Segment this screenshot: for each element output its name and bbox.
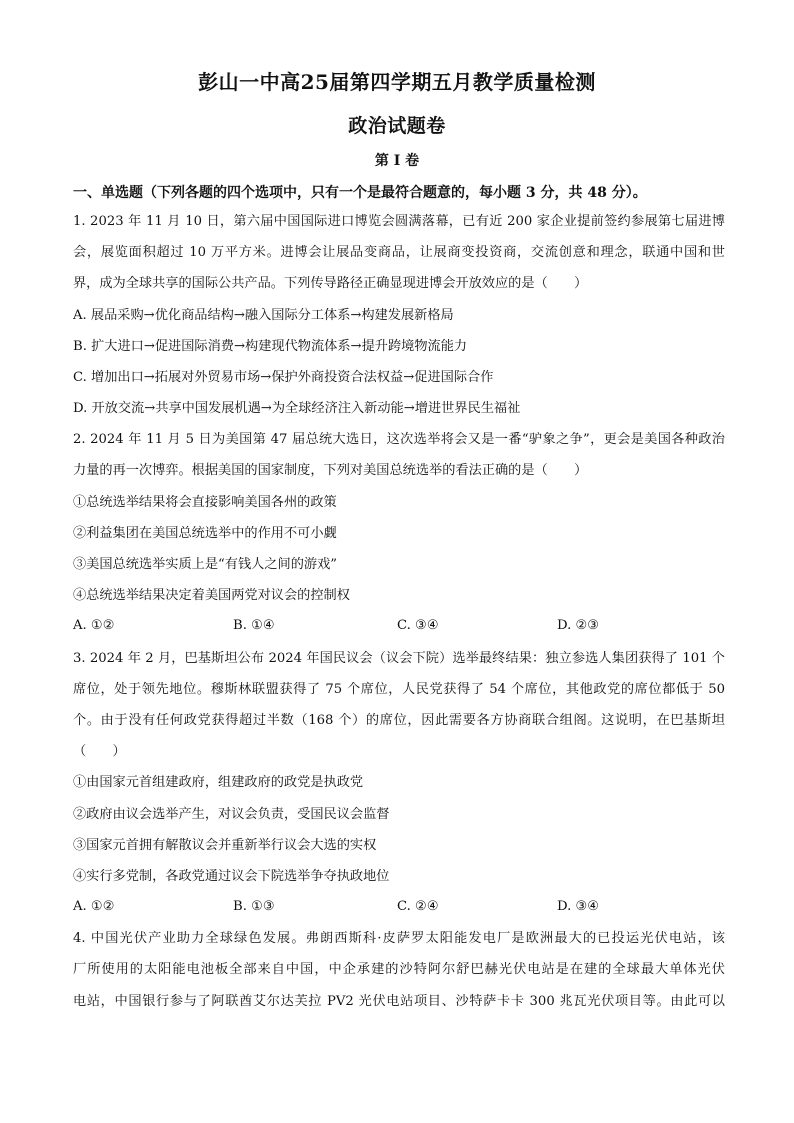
q2-statement: ③美国总统选举实质上是“有钱人之间的游戏” xyxy=(73,557,338,572)
q1-option-b[interactable]: B. 扩大进口→促进国际消费→构建现代物流体系→提升跨境物流能力 xyxy=(73,339,468,354)
section-heading: 一、单选题（下列各题的四个选项中，只有一个是最符合题意的，每小题 3 分，共 48 分）。 xyxy=(73,185,647,201)
q3-statement: ①由国家元首组建政府，组建政府的政党是执政党 xyxy=(73,775,364,790)
q2-choice-b[interactable]: B. ①④ xyxy=(233,618,275,633)
q1-stem-line: 1. 2023 年 11 月 10 日，第六届中国国际进口博览会圆满落幕，已有近 200 家企业提前签约参展第七届进博 xyxy=(73,214,725,229)
q1-option-c[interactable]: C. 增加出口→拓展对外贸易市场→保护外商投资合法权益→促进国际合作 xyxy=(73,370,494,385)
q3-stem-line: 席位，处于领先地位。穆斯林联盟获得了 75 个席位，人民党获得了 54 个席位，其他政党的席位都低于 50 xyxy=(73,682,725,697)
q2-statement: ①总统选举结果将会直接影响美国各州的政策 xyxy=(73,495,337,510)
q1-option-a[interactable]: A. 展品采购→优化商品结构→融入国际分工体系→构建发展新格局 xyxy=(73,308,454,323)
q2-stem-line: 2. 2024 年 11 月 5 日为美国第 47 届总统大选日，这次选举将会又是一番“驴象之争”，更会是美国各种政治 xyxy=(73,432,725,447)
q2-choice-d[interactable]: D. ②③ xyxy=(557,618,600,633)
q3-stem-line: 个。由于没有任何政党获得超过半数（168 个）的席位，因此需要各方协商联合组阁。这说明，在巴基斯坦 xyxy=(73,713,725,728)
q2-choice-a[interactable]: A. ①② xyxy=(73,618,115,633)
q3-statement: ②政府由议会选举产生，对议会负责，受国民议会监督 xyxy=(73,807,390,822)
q2-stem-line: 力量的再一次博弈。根据美国的国家制度，下列对美国总统选举的看法正确的是（ ） xyxy=(73,463,588,478)
q3-statement: ④实行多党制，各政党通过议会下院选举争夺执政地位 xyxy=(73,869,390,884)
q3-stem-line: 3. 2024 年 2 月，巴基斯坦公布 2024 年国民议会（议会下院）选举最终结果：独立参选人集团获得了 101 个 xyxy=(73,651,725,666)
q3-choice-c[interactable]: C. ②④ xyxy=(397,899,439,914)
q2-choice-c[interactable]: C. ③④ xyxy=(397,618,439,633)
q4-stem-line: 4. 中国光伏产业助力全球绿色发展。弗朗西斯科·皮萨罗太阳能发电厂是欧洲最大的已投运光伏电站，该 xyxy=(73,931,725,946)
q1-stem-line: 会，展览面积超过 10 万平方米。进博会让展品变商品，让展商变投资商，交流创意和理念，联通中国和世 xyxy=(73,245,725,260)
q4-stem-line: 电站，中国银行参与了阿联酋艾尔达芙拉 PV2 光伏电站项目、沙特萨卡卡 300 兆瓦光伏项目等。由此可以 xyxy=(73,994,725,1009)
q1-option-d[interactable]: D. 开放交流→共享中国发展机遇→为全球经济注入新动能→增进世界民生福祉 xyxy=(73,401,521,416)
q2-statement: ④总统选举结果决定着美国两党对议会的控制权 xyxy=(73,588,350,603)
subject-title: 政治试题卷 xyxy=(348,115,446,137)
q3-stem-line: （ ） xyxy=(73,744,126,759)
q3-choice-b[interactable]: B. ①③ xyxy=(233,899,275,914)
exam-title: 彭山一中高25届第四学期五月教学质量检测 xyxy=(198,70,596,94)
q1-stem-line: 界，成为全球共享的国际公共产品。下列传导路径正确显现进博会开放效应的是（ ） xyxy=(73,276,588,291)
q2-statement: ②利益集团在美国总统选举中的作用不可小觑 xyxy=(73,526,337,541)
q4-stem-line: 厂所使用的太阳能电池板全部来自中国，中企承建的沙特阿尔舒巴赫光伏电站是在建的全球最大单体光伏 xyxy=(73,962,725,977)
volume-label: 第 I 卷 xyxy=(374,153,420,169)
q3-choice-d[interactable]: D. ③④ xyxy=(557,899,600,914)
q3-statement: ③国家元首拥有解散议会并重新举行议会大选的实权 xyxy=(73,838,377,853)
q3-choice-a[interactable]: A. ①② xyxy=(73,899,115,914)
